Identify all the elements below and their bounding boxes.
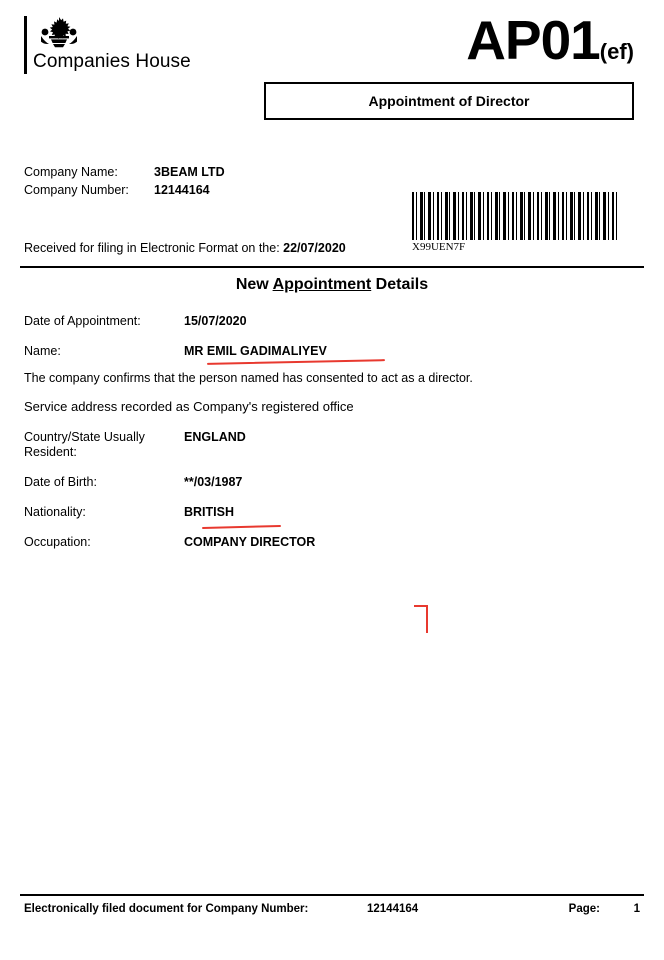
companies-house-logo — [24, 16, 191, 74]
detail-row — [24, 505, 624, 520]
document-header — [24, 9, 640, 78]
royal-crest-icon — [37, 16, 81, 50]
service-address-text: Service address recorded as Company's registered office — [24, 399, 354, 414]
form-code-text: AP01 — [466, 9, 600, 71]
footer-page-label: Page: — [568, 903, 600, 915]
date-of-birth-value: **/03/1987 — [184, 475, 243, 489]
received-line — [24, 241, 346, 255]
section-heading-part1: New — [235, 276, 273, 293]
organisation-name: Companies House — [33, 51, 191, 72]
detail-row — [24, 535, 624, 550]
form-title: Appointment of Director — [368, 93, 530, 109]
barcode-block — [412, 192, 620, 253]
nationality-value: BRITISH — [184, 505, 234, 519]
form-code — [466, 10, 634, 82]
section-heading — [0, 276, 664, 294]
company-number-row — [24, 183, 225, 197]
detail-row — [24, 314, 624, 329]
appointment-details — [24, 314, 624, 565]
section-heading-part2: Details — [371, 276, 429, 293]
red-corner-mark-annotation — [414, 605, 428, 633]
received-label: Received for filing in Electronic Format on the: — [24, 241, 280, 255]
received-date: 22/07/2020 — [283, 241, 346, 255]
logo-rule — [24, 16, 27, 74]
divider-top — [20, 266, 644, 268]
company-number-label: Company Number: — [24, 183, 129, 197]
date-of-appointment-label: Date of Appointment: — [24, 314, 141, 328]
country-resident-label: Country/State Usually Resident: — [24, 430, 145, 459]
document-footer — [24, 903, 640, 915]
barcode-text: X99UEN7F — [412, 241, 466, 253]
name-value: MR EMIL GADIMALIYEV — [184, 344, 327, 358]
company-info — [24, 165, 225, 201]
form-code-suffix: (ef) — [599, 39, 634, 64]
footer-filing-label: Electronically filed document for Company Number: — [24, 903, 309, 915]
occupation-value: COMPANY DIRECTOR — [184, 535, 316, 549]
barcode-image — [412, 192, 620, 240]
section-heading-underlined: Appointment — [272, 276, 372, 293]
country-resident-value: ENGLAND — [184, 430, 246, 444]
nationality-label: Nationality: — [24, 505, 86, 519]
company-number-value: 12144164 — [154, 183, 210, 197]
red-underline-nationality-annotation — [202, 525, 281, 529]
form-title-box — [264, 82, 634, 120]
red-underline-name-annotation — [207, 359, 385, 365]
divider-bottom — [20, 894, 644, 896]
company-name-label: Company Name: — [24, 165, 118, 179]
company-name-row — [24, 165, 225, 179]
detail-row — [24, 475, 624, 490]
consent-statement: The company confirms that the person named has consented to act as a director. — [24, 371, 473, 385]
date-of-appointment-value: 15/07/2020 — [184, 314, 247, 328]
occupation-label: Occupation: — [24, 535, 91, 549]
detail-row — [24, 344, 624, 359]
footer-company-number: 12144164 — [367, 903, 419, 915]
company-name-value: 3BEAM LTD — [154, 165, 225, 179]
name-label: Name: — [24, 344, 61, 358]
date-of-birth-label: Date of Birth: — [24, 475, 97, 489]
detail-row — [24, 430, 624, 460]
footer-page-number: 1 — [633, 903, 640, 915]
